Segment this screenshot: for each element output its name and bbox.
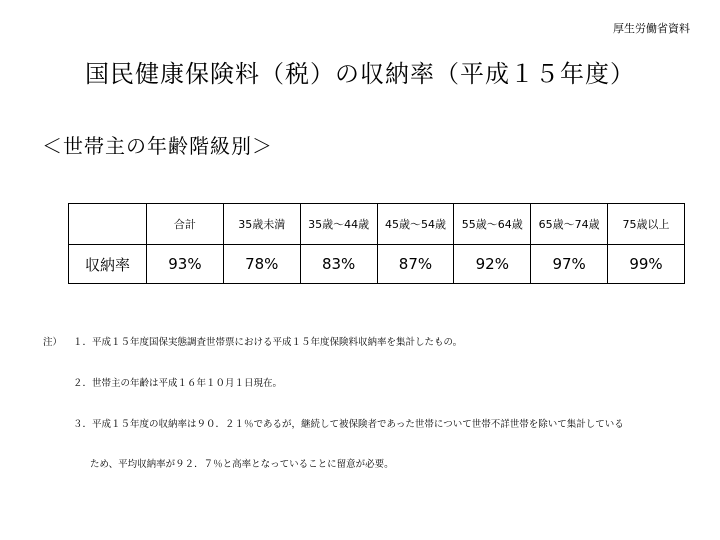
value-cell-55-64: 92%	[454, 245, 531, 284]
collection-rate-table	[68, 203, 685, 284]
value-cell-total: 93%	[147, 245, 224, 284]
table-header-row	[69, 204, 685, 245]
header-cell-total: 合計	[147, 204, 224, 245]
value-cell-under35: 78%	[223, 245, 300, 284]
header-cell-under35: 35歳未満	[223, 204, 300, 245]
header-cell-blank	[69, 204, 147, 245]
value-cell-65-74: 97%	[531, 245, 608, 284]
header-cell-45-54: 45歳～54歳	[377, 204, 454, 245]
value-cell-45-54: 87%	[377, 245, 454, 284]
note-item: ため、平均収納率が９２．７％と高率となっていることに留意が必要。	[90, 459, 394, 470]
notes-prefix: 注）	[43, 337, 63, 348]
header-cell-65-74: 65歳～74歳	[531, 204, 608, 245]
page-subtitle: ＜世帯主の年齢階級別＞	[42, 134, 273, 158]
page-title: 国民健康保険料（税）の収納率（平成１５年度）	[85, 60, 635, 88]
header-cell-75plus: 75歳以上	[608, 204, 685, 245]
row-label: 収納率	[69, 245, 147, 284]
note-item: ３．平成１５年度の収納率は９０．２１％であるが，継続して被保険者であった世帯について世帯不詳世帯を除いて集計している	[73, 419, 624, 430]
value-cell-75plus: 99%	[608, 245, 685, 284]
header-cell-35-44: 35歳～44歳	[300, 204, 377, 245]
table-row	[69, 245, 685, 284]
source-label: 厚生労働省資料	[613, 22, 690, 35]
note-item: ２．世帯主の年齢は平成１６年１０月１日現在。	[73, 378, 283, 389]
value-cell-35-44: 83%	[300, 245, 377, 284]
header-cell-55-64: 55歳～64歳	[454, 204, 531, 245]
note-item: １．平成１５年度国保実態調査世帯票における平成１５年度保険料収納率を集計したもの。	[73, 337, 463, 348]
